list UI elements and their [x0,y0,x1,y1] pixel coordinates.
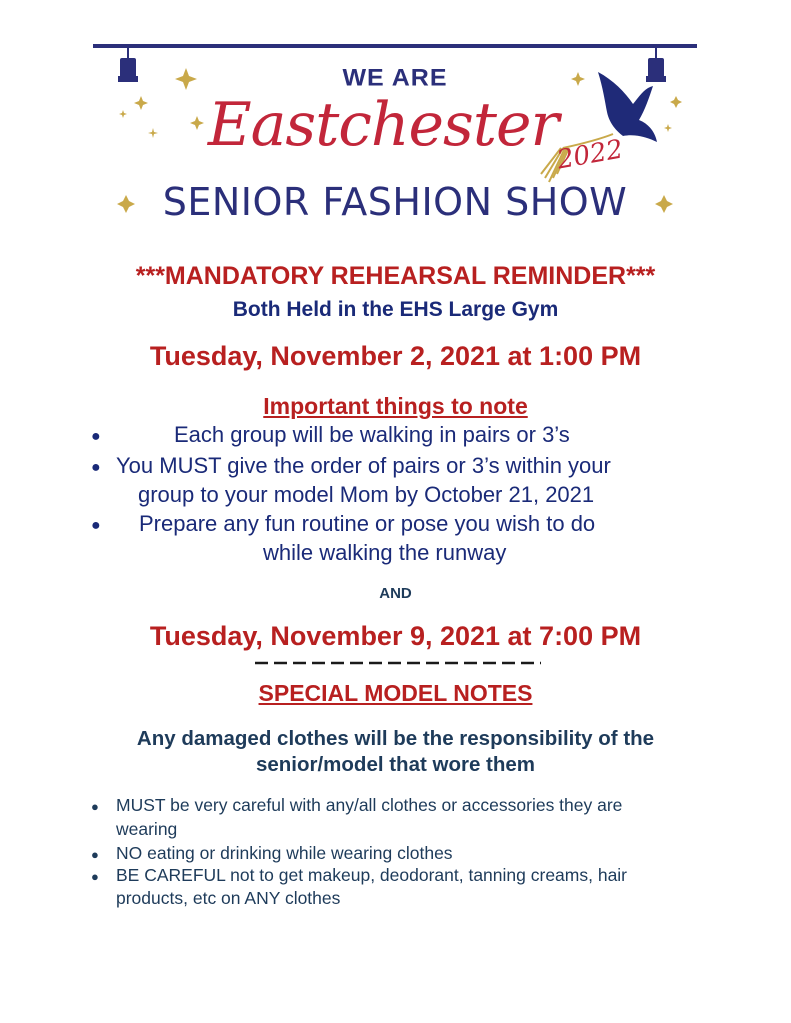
damage-warning-line-1: Any damaged clothes will be the responsibility of the [136,727,655,750]
model-notes-heading: SPECIAL MODEL NOTES [258,680,533,706]
model-note-3: BE CAREFUL not to get makeup, deodorant, tanning creams, hair [116,865,628,885]
school-name-script: Eastchester [207,90,559,160]
damage-warning-line-2: senior/model that wore them [255,753,536,776]
bullet-icon: ● [91,799,99,814]
note-item-1: Each group will be walking in pairs or 3’s [174,422,570,447]
event-banner [93,44,697,234]
bullet-icon: ● [91,869,99,884]
we-are-label: WE ARE [342,64,448,92]
show-title: SENIOR FASHION SHOW [162,180,628,224]
model-note-2: NO eating or drinking while wearing clothes [116,843,453,863]
class-year: 2022 [554,134,626,176]
model-note-1-cont: wearing [116,819,178,839]
note-item-3: Prepare any fun routine or pose you wish to do [139,511,596,536]
and-connector: AND [379,585,412,602]
note-item-2: You MUST give the order of pairs or 3’s within your [116,453,611,478]
note-item-3-cont: while walking the runway [263,540,507,565]
rehearsal-date-2: Tuesday, November 9, 2021 at 7:00 PM [149,621,642,651]
location-line: Both Held in the EHS Large Gym [232,298,559,321]
bullet-icon: ● [91,847,99,862]
bullet-icon: ● [91,428,101,445]
bullet-icon: ● [91,459,101,476]
model-note-3-cont: products, etc on ANY clothes [116,888,341,908]
reminder-heading: ***MANDATORY REHEARSAL REMINDER*** [135,262,656,290]
notes-heading: Important things to note [263,393,528,419]
note-item-2-cont: group to your model Mom by October 21, 2021 [138,482,595,507]
rehearsal-date-1: Tuesday, November 2, 2021 at 1:00 PM [149,341,642,371]
model-note-1: MUST be very careful with any/all clothes or accessories they are [116,795,623,815]
dashed-divider [255,659,541,668]
bullet-icon: ● [91,517,101,534]
